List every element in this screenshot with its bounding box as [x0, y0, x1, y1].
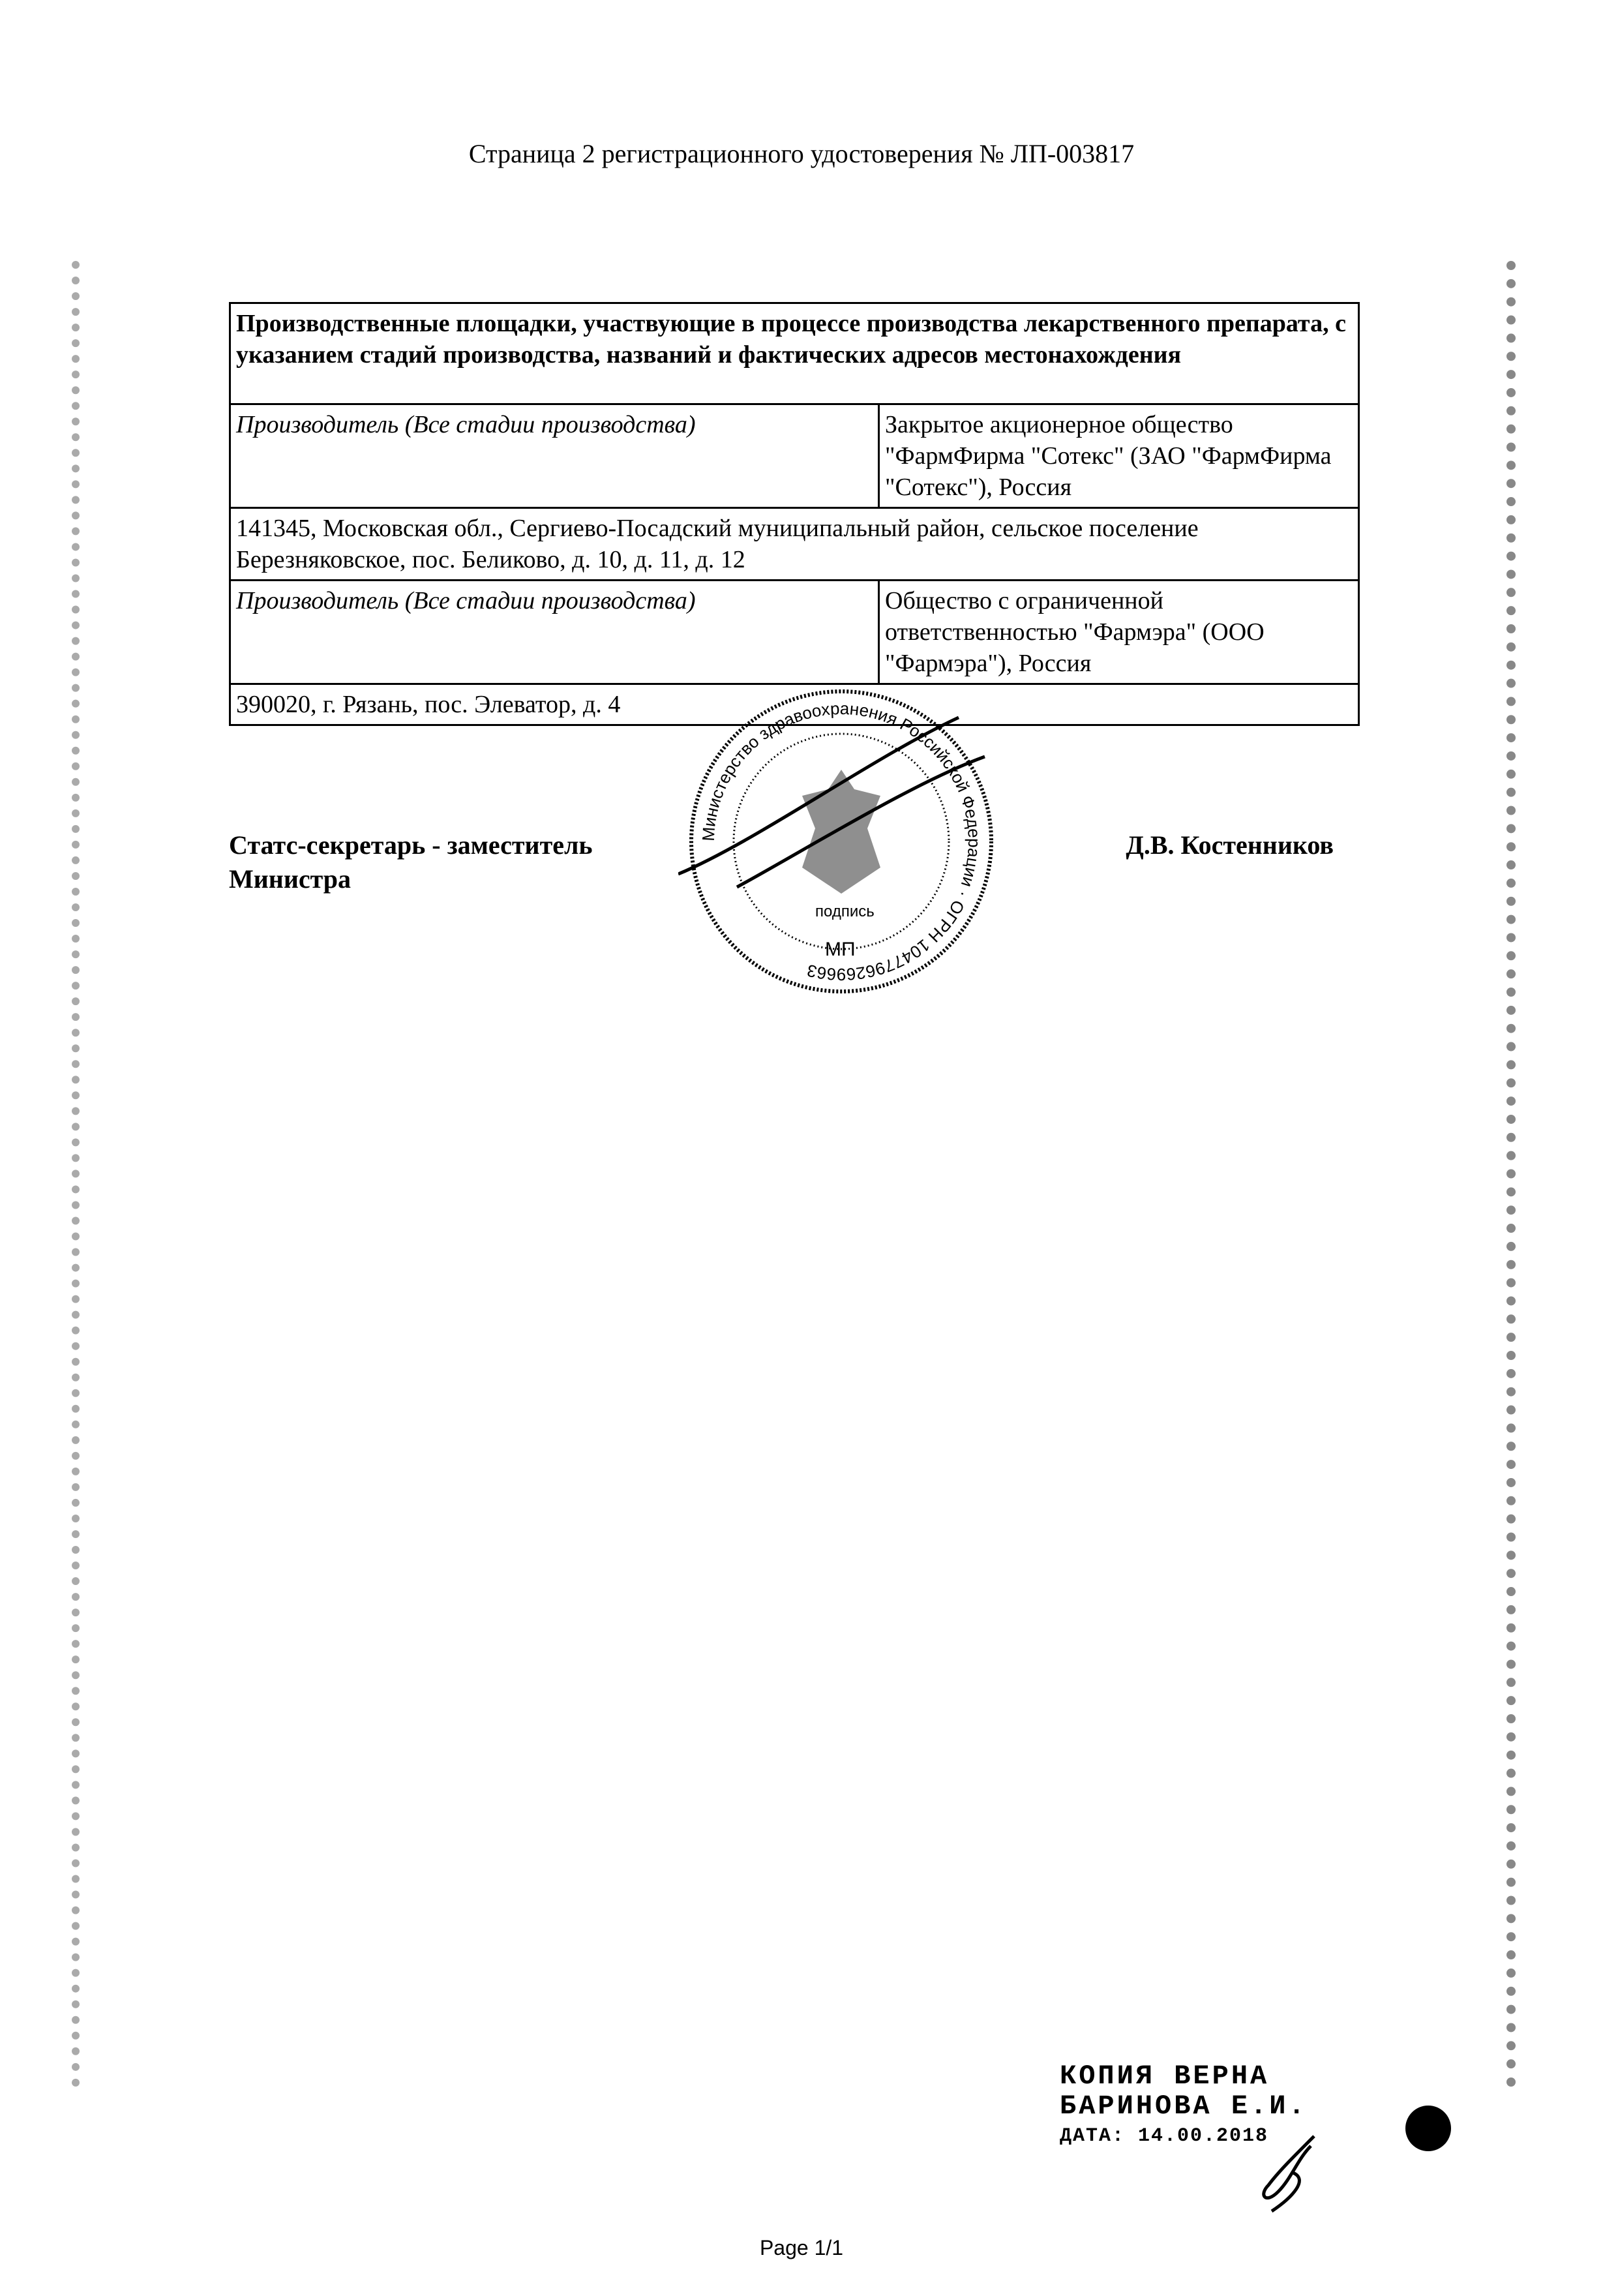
- manufacturer-cell: Закрытое акционерное общество "ФармФирма "Сотекс" (ЗАО "ФармФирма "Сотекс"), Россия: [879, 404, 1359, 508]
- signatory-name: Д.В. Костенников: [1126, 830, 1334, 860]
- table-heading: Производственные площадки, участвующие в процессе производства лекарственного препарата, с указанием стадий производства, названий и фактических адресов местонахождения: [230, 303, 1359, 404]
- stamp-line-2: БАРИНОВА Е.И.: [1060, 2091, 1308, 2122]
- seal-mp-label: МП: [825, 939, 856, 960]
- role-cell: Производитель (Все стадии производства): [230, 581, 879, 684]
- production-sites-table: [229, 302, 1360, 726]
- stamp-date-label: ДАТА:: [1060, 2125, 1126, 2147]
- table-row: [230, 581, 1359, 684]
- stamp-date: 14.00.2018: [1138, 2125, 1269, 2147]
- seal-text: Министерство здравоохранения Российской Федерации · ОГРН 1047796269663: [698, 698, 985, 985]
- table-row: [230, 404, 1359, 508]
- page-title: Страница 2 регистрационного удостоверения № ЛП-003817: [468, 139, 1135, 168]
- page-footer: Page 1/1: [759, 2236, 844, 2259]
- position-line-1: Статс-секретарь - заместитель: [229, 830, 593, 860]
- table-row: [230, 508, 1359, 581]
- left-border-pattern: [72, 261, 106, 2087]
- address-cell: 390020, г. Рязань, пос. Элеватор, д. 4: [230, 684, 1359, 725]
- right-border-pattern: [1480, 261, 1516, 2087]
- role-cell: Производитель (Все стадии производства): [230, 404, 879, 508]
- seal-signature-label: подпись: [815, 903, 875, 920]
- official-seal: [678, 678, 1004, 1004]
- manufacturer-cell: Общество с ограниченной ответственностью "Фармэра" (ООО "Фармэра"), Россия: [879, 581, 1359, 684]
- position-line-2: Министра: [229, 864, 352, 894]
- initials-signature: [1252, 2133, 1330, 2218]
- signatory-position: [229, 828, 593, 896]
- punch-hole-mark: [1405, 2106, 1451, 2151]
- address-cell: 141345, Московская обл., Сергиево-Посадский муниципальный район, сельское поселение Березняковское, пос. Беликово, д. 10, д. 11, д. 12: [230, 508, 1359, 581]
- emblem-icon: [802, 770, 880, 894]
- stamp-line-1: КОПИЯ ВЕРНА: [1060, 2061, 1270, 2092]
